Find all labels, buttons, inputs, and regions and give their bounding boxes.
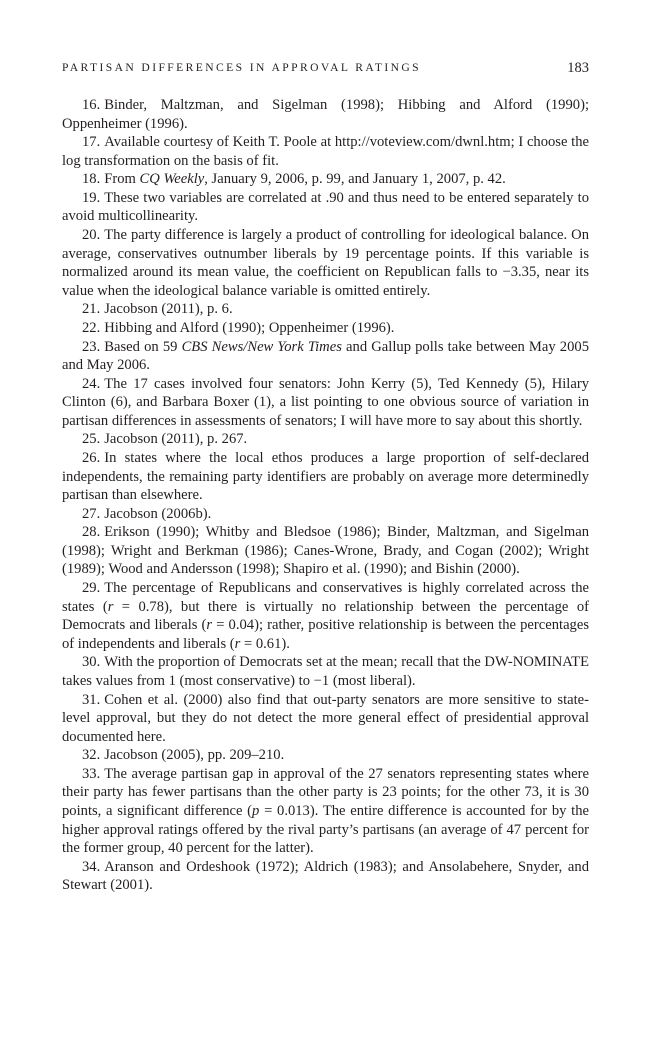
endnote-number: 30. (82, 654, 101, 671)
endnote-number: 23. (82, 338, 101, 355)
endnote-text (62, 654, 589, 689)
text-run: The percentage of Republicans and conservatives is highly correlated across the states ( (62, 580, 589, 615)
endnote (62, 189, 589, 226)
endnote (62, 226, 589, 300)
text-run: Aranson and Ordeshook (1972); Aldrich (1983); and Ansolabehere, Snyder, and Stewart (2001). (62, 858, 589, 894)
endnote-number: 32. (82, 747, 101, 764)
italic-text: p (252, 802, 260, 819)
running-head (62, 58, 589, 78)
endnote-text (62, 766, 589, 856)
italic-text: r (107, 598, 114, 615)
text-run: = 0.61). (240, 635, 290, 652)
endnote-number: 33. (82, 765, 101, 782)
endnote-text (104, 320, 394, 336)
endnote (62, 579, 589, 653)
endnote-text (62, 376, 589, 429)
text-run: = 0.013). The entire difference is accounted for by the higher approval ratings offered by the rival party’s partisans (an average of 47 percent for the former group, 40 percent for the latter). (62, 802, 589, 857)
endnote (62, 691, 589, 747)
text-run: The 17 cases involved four senators: John Kerry (5), Ted Kennedy (5), Hilary Clinton (6), and Barbara Boxer (1), a list pointing to one obvious source of variation in partisan differences in assessments of senators; I will have more to say about this shortly. (62, 375, 589, 429)
endnote (62, 858, 589, 895)
endnote-text (104, 506, 211, 522)
text-run: and Gallup polls take between May 2005 and May 2006. (62, 338, 589, 374)
endnote (62, 375, 589, 431)
endnote-number: 21. (82, 301, 101, 318)
text-run: In states where the local ethos produces a large proportion of self-declared independents, the remaining party identifiers are probably on average more determinedly partisan than elsewhere. (62, 449, 589, 504)
endnote (62, 300, 589, 319)
endnote-number: 16. (82, 97, 101, 113)
text-run: These two variables are correlated at .90 and thus need to be entered separately to avoid multicollinearity. (62, 189, 589, 225)
text-run: = 0.78), but there is virtually no relationship between the percentage of Democrats and liberals ( (62, 598, 589, 634)
italic-text: CQ Weekly (139, 171, 205, 188)
italic-text: CBS News/New York Times (181, 338, 342, 355)
endnote-text (62, 97, 589, 132)
endnote-text (62, 580, 589, 652)
endnote-text (62, 134, 589, 169)
endnote-number: 34. (82, 858, 101, 875)
endnote (62, 170, 589, 189)
endnote-text (104, 747, 284, 763)
endnote-number: 26. (82, 449, 101, 466)
page-number: 183 (567, 60, 589, 76)
endnote (62, 505, 589, 524)
endnote (62, 430, 589, 449)
endnote (62, 319, 589, 338)
endnotes-list (62, 96, 589, 895)
text-run: The average partisan gap in approval of the 27 senators representing states where their party has fewer partisans than the other party is 23 points; for the other 73, it is 30 points, a significant difference ( (62, 765, 589, 819)
endnote-number: 28. (82, 524, 101, 541)
endnote-number: 17. (82, 134, 101, 151)
endnote (62, 765, 589, 858)
endnote-text (62, 190, 589, 225)
text-run: Available courtesy of Keith T. Poole at http://voteview.com/dwnl.htm; I choose the log transformation on the basis of fit. (62, 134, 589, 169)
endnote-text (62, 450, 589, 503)
endnote-number: 24. (82, 375, 101, 392)
endnote (62, 133, 589, 170)
endnote-text (62, 339, 589, 374)
text-run: Jacobson (2011), p. 267. (104, 431, 248, 448)
text-run: Jacobson (2005), pp. 209–210. (104, 747, 285, 764)
endnote-text (104, 171, 506, 187)
text-run: From (104, 171, 140, 188)
endnote (62, 449, 589, 505)
endnote (62, 523, 589, 579)
endnote (62, 338, 589, 375)
endnote-number: 25. (82, 431, 101, 448)
endnote-number: 18. (82, 171, 101, 188)
endnote (62, 96, 589, 133)
text-run: Erikson (1990); Whitby and Bledsoe (1986); Binder, Maltzman, and Sigelman (1998); Wright and Berkman (1986); Canes-Wrone, Brady, and Cogan (2002); Wright (1989); Wood and Andersson (1998); Shapiro et al. (1990); and Bishin (2000). (62, 524, 589, 578)
endnote-number: 20. (82, 227, 101, 244)
endnote-text (104, 301, 232, 317)
text-run: Cohen et al. (2000) also find that out-party senators are more sensitive to state-level approval, but they do not detect the more general effect of presidential approval documented here. (62, 691, 589, 745)
endnote-number: 31. (82, 691, 101, 708)
text-run: = 0.04); rather, positive relationship is between the percentages of independents and liberals ( (62, 617, 589, 652)
endnote-text (62, 859, 589, 894)
endnote-number: 29. (82, 580, 101, 597)
endnote-text (104, 431, 247, 447)
text-run: Jacobson (2006b). (104, 505, 212, 522)
endnote-number: 22. (82, 319, 101, 336)
text-run: The party difference is largely a product of controlling for ideological balance. On average, conservatives outnumber liberals by 19 percentage points. If this variable is normalized around its mean value, the coefficient on Republican falls to −3.35, near its value when the ideological balance variable is omitted entirely. (62, 227, 589, 299)
endnote (62, 746, 589, 765)
endnote-number: 27. (82, 505, 101, 522)
text-run: Binder, Maltzman, and Sigelman (1998); Hibbing and Alford (1990); Oppenheimer (1996). (62, 97, 589, 132)
endnote-text (62, 692, 589, 745)
endnote-number: 19. (82, 189, 101, 206)
italic-text: r (234, 635, 241, 652)
endnote-text (62, 524, 589, 577)
text-run: Based on 59 (104, 338, 182, 355)
running-title: PARTISAN DIFFERENCES IN APPROVAL RATINGS (62, 61, 422, 74)
text-run: , January 9, 2006, p. 99, and January 1, 2007, p. 42. (204, 171, 506, 188)
text-run: Hibbing and Alford (1990); Oppenheimer (1996). (104, 319, 395, 336)
text-run: With the proportion of Democrats set at the mean; recall that the DW-NOMINATE takes values from 1 (most conservative) to −1 (most liberal). (62, 654, 589, 689)
endnote-text (62, 227, 589, 299)
text-run: Jacobson (2011), p. 6. (104, 301, 233, 318)
endnote (62, 653, 589, 690)
italic-text: r (206, 617, 213, 634)
